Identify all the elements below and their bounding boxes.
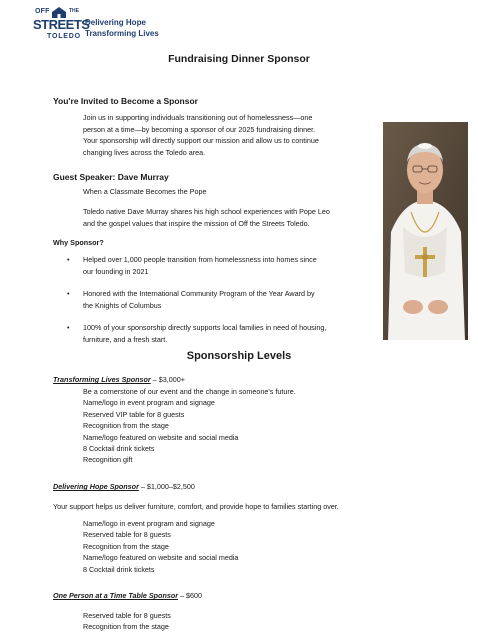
page-title: Fundraising Dinner Sponsor: [168, 53, 310, 65]
list-item: Recognition from the stage: [83, 622, 169, 632]
tier-one-person-benefits: [83, 610, 171, 633]
invite-line: person at a time—by becoming a sponsor of our 2025 fundraising dinner.: [83, 124, 316, 134]
logo-tagline-2: Transforming Lives: [85, 29, 159, 38]
invite-heading: You're Invited to Become a Sponsor: [53, 96, 198, 106]
list-item: Name/logo in event program and signage: [83, 519, 215, 528]
invite-paragraph: [83, 112, 365, 158]
bullet-line: Honored with the International Community Program of the Year Award by: [83, 289, 315, 299]
tier-name: One Person at a Time Table Sponsor: [53, 591, 179, 600]
list-item: Be a cornerstone of our event and the change in someone's future.: [83, 387, 296, 396]
logo-the-text: THE: [69, 8, 79, 14]
tier-price: – $600: [178, 591, 202, 600]
speaker-paragraph: [83, 206, 368, 229]
bullet-line: furniture, and a fresh start.: [83, 334, 168, 344]
tier-price: – $3,000+: [150, 375, 185, 384]
logo-toledo-text: TOLEDO: [47, 33, 81, 40]
tier-name: Transforming Lives Sponsor: [53, 375, 151, 384]
speaker-subtitle: When a Classmate Becomes the Pope: [83, 187, 207, 196]
tier-delivering-hope-title: [53, 482, 195, 491]
tier-one-person-title: [53, 591, 202, 600]
speaker-line: and the gospel values that inspire the mission of Off the Streets Toledo.: [83, 218, 310, 228]
tier-transforming-lives-title: [53, 375, 185, 384]
list-item: Recognition gift: [83, 455, 133, 465]
list-item: Name/logo featured on website and social media: [83, 553, 239, 563]
off-the-streets-logo: [33, 6, 173, 44]
bullet-line: the Knights of Columbus: [83, 300, 162, 310]
bullet-line: Helped over 1,000 people transition from homelessness into homes since: [83, 255, 317, 264]
invite-line: Join us in supporting individuals transitioning out of homelessness—one: [83, 113, 313, 122]
logo-tagline-1: Delivering Hope: [85, 18, 146, 27]
sponsorship-levels-heading: Sponsorship Levels: [186, 350, 292, 362]
logo-streets-text: STREETS: [33, 17, 90, 32]
bullet-line: 100% of your sponsorship directly supports local families in need of housing,: [83, 323, 327, 333]
speaker-line: Toledo native Dave Murray shares his high school experiences with Pope Leo: [83, 207, 330, 216]
why-sponsor-heading: Why Sponsor?: [53, 238, 104, 247]
tier-transforming-lives-benefits: [83, 386, 296, 466]
list-item: Reserved table for 8 guests: [83, 530, 171, 540]
list-item: 8 Cocktail drink tickets: [83, 444, 155, 454]
list-item: Name/logo featured on website and social media: [83, 432, 239, 442]
logo-off-text: OFF: [35, 8, 50, 15]
tier-price: – $1,000–$2,500: [138, 482, 195, 491]
portrait-image: [383, 122, 468, 340]
bullet-line: our founding in 2021: [83, 266, 149, 276]
list-item: Recognition from the stage: [83, 541, 169, 551]
list-item: [67, 254, 373, 277]
list-item: 8 Cocktail drink tickets: [83, 564, 155, 574]
tier-name: Delivering Hope Sponsor: [53, 482, 139, 491]
list-item: [67, 322, 373, 345]
invite-line: Your sponsorship will directly support our mission and allow us to continue: [83, 136, 319, 146]
invite-line: changing lives across the Toledo area.: [83, 147, 206, 157]
tier-delivering-hope-benefits: [83, 518, 238, 575]
bullet-icon: •: [67, 289, 70, 299]
bullet-icon: •: [67, 323, 70, 333]
pope-photo: [383, 122, 468, 340]
bullet-icon: •: [67, 255, 70, 264]
list-item: [67, 288, 373, 311]
list-item: Reserved VIP table for 8 guests: [83, 409, 185, 419]
list-item: Reserved table for 8 guests: [83, 611, 171, 620]
list-item: Recognition from the stage: [83, 421, 169, 431]
list-item: Name/logo in event program and signage: [83, 398, 215, 408]
why-sponsor-list: [67, 254, 373, 357]
tier-delivering-hope-description: Your support helps us deliver furniture, comfort, and provide hope to families starting over.: [53, 502, 339, 511]
speaker-heading: Guest Speaker: Dave Murray: [53, 172, 169, 182]
